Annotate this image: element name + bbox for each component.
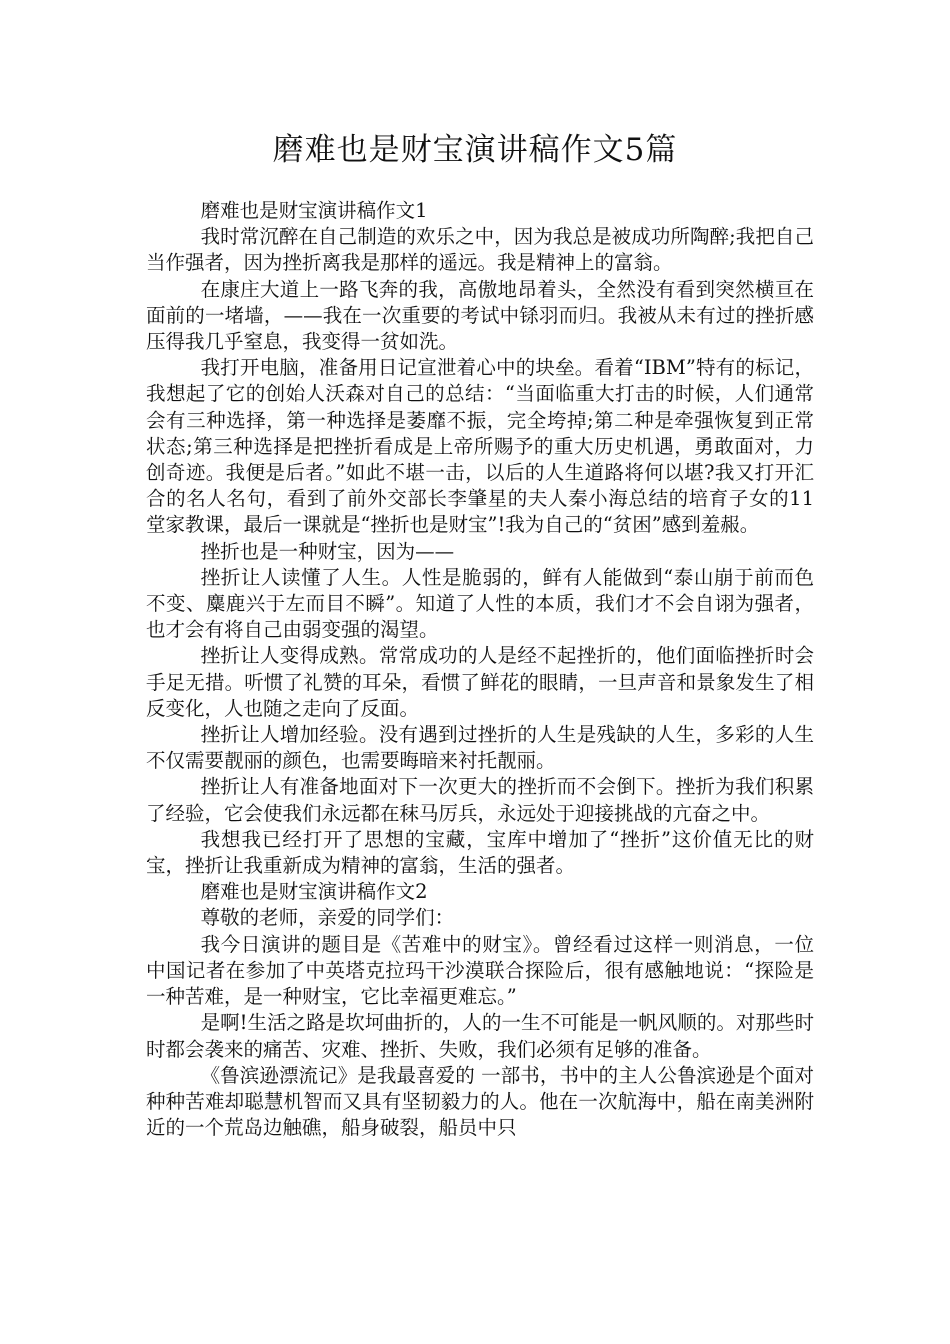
paragraph: 《鲁滨逊漂流记》是我最喜爱的 一部书，书中的主人公鲁滨逊是个面对种种苦难却聪慧机智而又具有坚韧毅力的人。他在一次航海中，船在南美洲附近的一个荒岛边触礁，船身破裂，船员中只	[146, 1063, 814, 1140]
section-heading-2: 磨难也是财宝演讲稿作文2	[200, 880, 428, 904]
document-body	[146, 198, 814, 1141]
paragraph: 在康庄大道上一路飞奔的我，高傲地昂着头，全然没有看到突然横亘在面前的一堵墙，——我在一次重要的考试中铩羽而归。我被从未有过的挫折感压得我几乎窒息，我变得一贫如洗。	[146, 277, 814, 354]
paragraph: 我时常沉醉在自己制造的欢乐之中，因为我总是被成功所陶醉;我把自己当作强者，因为挫折离我是那样的遥远。我是精神上的富翁。	[146, 225, 814, 275]
paragraph: 是啊!生活之路是坎坷曲折的，人的一生不可能是一帆风顺的。对那些时时都会袭来的痛苦、灾难、挫折、失败，我们必须有足够的准备。	[146, 1011, 814, 1061]
paragraph: 我今日演讲的题目是《苦难中的财宝》。曾经看过这样一则消息，一位中国记者在参加了中英塔克拉玛干沙漠联合探险后，很有感触地说：“探险是一种苦难，是一种财宝，它比幸福更难忘。”	[146, 932, 814, 1009]
paragraph: 我想我已经打开了思想的宝藏，宝库中增加了“挫折”这价值无比的财宝，挫折让我重新成为精神的富翁，生活的强者。	[146, 827, 814, 878]
paragraph: 挫折让人读懂了人生。人性是脆弱的，鲜有人能做到“泰山崩于前而色不变、麋鹿兴于左而目不瞬”。知道了人性的本质，我们才不会自诩为强者，也才会有将自己由弱变强的渴望。	[146, 565, 814, 642]
paragraph: 挫折让人增加经验。没有遇到过挫折的人生是残缺的人生，多彩的人生不仅需要靓丽的颜色，也需要晦暗来衬托靓丽。	[146, 723, 814, 773]
salutation: 尊敬的老师，亲爱的同学们：	[200, 906, 455, 930]
paragraph: 挫折也是一种财宝，因为——	[200, 539, 455, 563]
paragraph: 挫折让人有准备地面对下一次更大的挫折而不会倒下。挫折为我们积累了经验，它会使我们永远都在秣马厉兵，永远处于迎接挑战的亢奋之中。	[146, 775, 814, 825]
paragraph: 挫折让人变得成熟。常常成功的人是经不起挫折的，他们面临挫折时会手足无措。听惯了礼赞的耳朵，看惯了鲜花的眼睛，一旦声音和景象发生了相反变化，人也随之走向了反面。	[146, 644, 814, 720]
document-title: 磨难也是财宝演讲稿作文5篇	[272, 132, 678, 168]
paragraph: 我打开电脑，准备用日记宣泄着心中的块垒。看着“IBM”特有的标记，我想起了它的创始人沃森对自己的总结：“当面临重大打击的时候，人们通常会有三种选择，第一种选择是萎靡不振，完全垮掉;第二种是牵强恢复到正常状态;第三种选择是把挫折看成是上帝所赐予的重大历史机遇，勇敢面对，力创奇迹。我便是后者。”如此不堪一击，以后的人生道路将何以堪?我又打开汇合的名人名句，看到了前外交部长李肇星的夫人秦小海总结的培育子女的11堂家教课，最后一课就是“挫折也是财宝”!我为自己的“贫困”感到羞赧。	[146, 356, 814, 537]
section-heading-1: 磨难也是财宝演讲稿作文1	[200, 199, 428, 222]
